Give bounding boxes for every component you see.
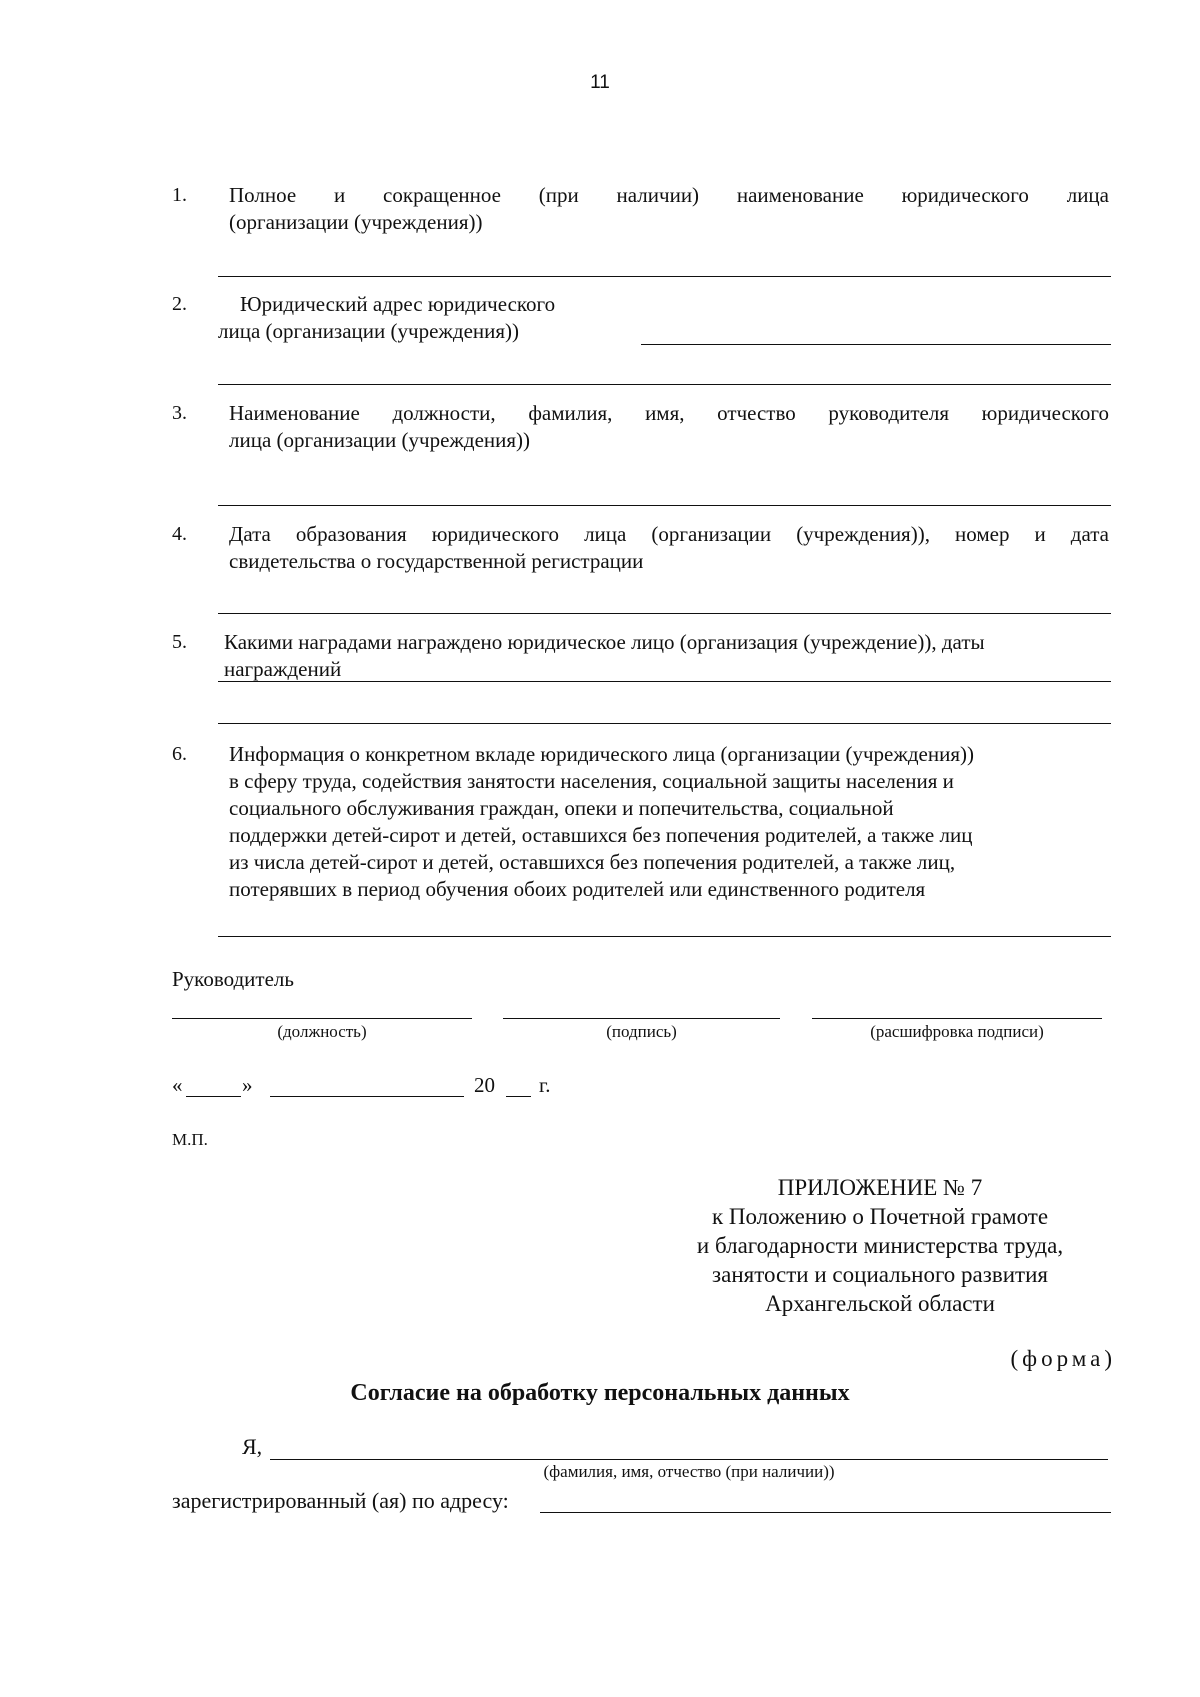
item-1-text-cont: (организации (учреждения)): [229, 210, 483, 234]
date-year-prefix: 20: [474, 1073, 495, 1097]
item-6-text-line-1: Информация о конкретном вкладе юридического лица (организации (учреждения)): [229, 742, 974, 766]
item-2-text: Юридический адрес юридического: [240, 292, 556, 316]
decoding-caption: (расшифровка подписи): [870, 1022, 1044, 1041]
item-5-text-cont: награждений: [224, 657, 342, 681]
decoding-line[interactable]: [812, 1018, 1102, 1019]
item-1-text: Полное и сокращенное (при наличии) наименование юридического лица: [229, 183, 1109, 207]
stamp-label: М.П.: [172, 1130, 208, 1149]
date-year-suffix: г.: [539, 1073, 551, 1097]
position-line[interactable]: [172, 1018, 472, 1019]
item-6-text-line-6: потерявших в период обучения обоих родителей или единственного родителя: [229, 877, 926, 901]
item-5-text: Какими наградами награждено юридическое лицо (организация (учреждение)), даты: [224, 630, 985, 654]
item-1-answer-line[interactable]: [218, 276, 1111, 277]
date-day-line[interactable]: [186, 1096, 241, 1097]
position-caption: (должность): [277, 1022, 367, 1041]
item-4-text: Дата образования юридического лица (организации (учреждения)), номер и дата: [229, 522, 1109, 546]
form-label: (форма): [1010, 1346, 1116, 1371]
item-3-text: Наименование должности, фамилия, имя, отчество руководителя юридического: [229, 401, 1109, 425]
item-2-text-cont: лица (организации (учреждения)): [218, 319, 520, 343]
head-label: Руководитель: [172, 967, 294, 991]
item-6-text-line-4: поддержки детей-сирот и детей, оставшихся без попечения родителей, а также лиц: [229, 823, 973, 847]
item-4-number: 4.: [172, 523, 187, 545]
item-6-text-line-3: социального обслуживания граждан, опеки и попечительства, социальной: [229, 796, 894, 820]
item-6-text-line-2: в сферу труда, содействия занятости населения, социальной защиты населения и: [229, 769, 954, 793]
address-line[interactable]: [540, 1512, 1111, 1513]
item-6-number: 6.: [172, 743, 187, 765]
date-year-line[interactable]: [506, 1096, 531, 1097]
signature-line[interactable]: [503, 1018, 780, 1019]
full-name-caption: (фамилия, имя, отчество (при наличии)): [543, 1462, 835, 1481]
item-3-answer-line[interactable]: [218, 505, 1111, 506]
item-4-text-cont: свидетельства о государственной регистрации: [229, 549, 644, 573]
consent-title: Согласие на обработку персональных данных: [350, 1380, 850, 1406]
item-6-answer-line[interactable]: [218, 936, 1111, 937]
i-label: Я,: [242, 1434, 263, 1459]
appendix-line-4: занятости и социального развития: [712, 1262, 1048, 1287]
appendix-line-5: Архангельской области: [765, 1291, 995, 1316]
item-5-number: 5.: [172, 631, 187, 653]
item-3-text-cont: лица (организации (учреждения)): [229, 428, 531, 452]
item-1-number: 1.: [172, 184, 187, 206]
appendix-line-2: к Положению о Почетной грамоте: [711, 1204, 1049, 1229]
address-label: зарегистрированный (ая) по адресу:: [172, 1488, 509, 1513]
item-5-answer-line[interactable]: [218, 681, 1111, 682]
item-5-answer-line-2[interactable]: [218, 723, 1111, 724]
item-3-number: 3.: [172, 402, 187, 424]
appendix-line-3: и благодарности министерства труда,: [696, 1233, 1064, 1258]
item-2-answer-line-2[interactable]: [218, 384, 1111, 385]
date-month-line[interactable]: [270, 1096, 464, 1097]
item-2-answer-line[interactable]: [641, 344, 1111, 345]
item-6-text-line-5: из числа детей-сирот и детей, оставшихся без попечения родителей, а также лиц,: [229, 850, 956, 874]
item-4-answer-line[interactable]: [218, 613, 1111, 614]
full-name-line[interactable]: [270, 1459, 1108, 1460]
page-number: 11: [590, 72, 610, 93]
date-close-quote: »: [242, 1073, 253, 1097]
signature-caption: (подпись): [606, 1022, 677, 1041]
appendix-line-1: ПРИЛОЖЕНИЕ № 7: [777, 1175, 983, 1200]
date-open-quote: «: [172, 1073, 183, 1097]
item-2-number: 2.: [172, 293, 187, 315]
